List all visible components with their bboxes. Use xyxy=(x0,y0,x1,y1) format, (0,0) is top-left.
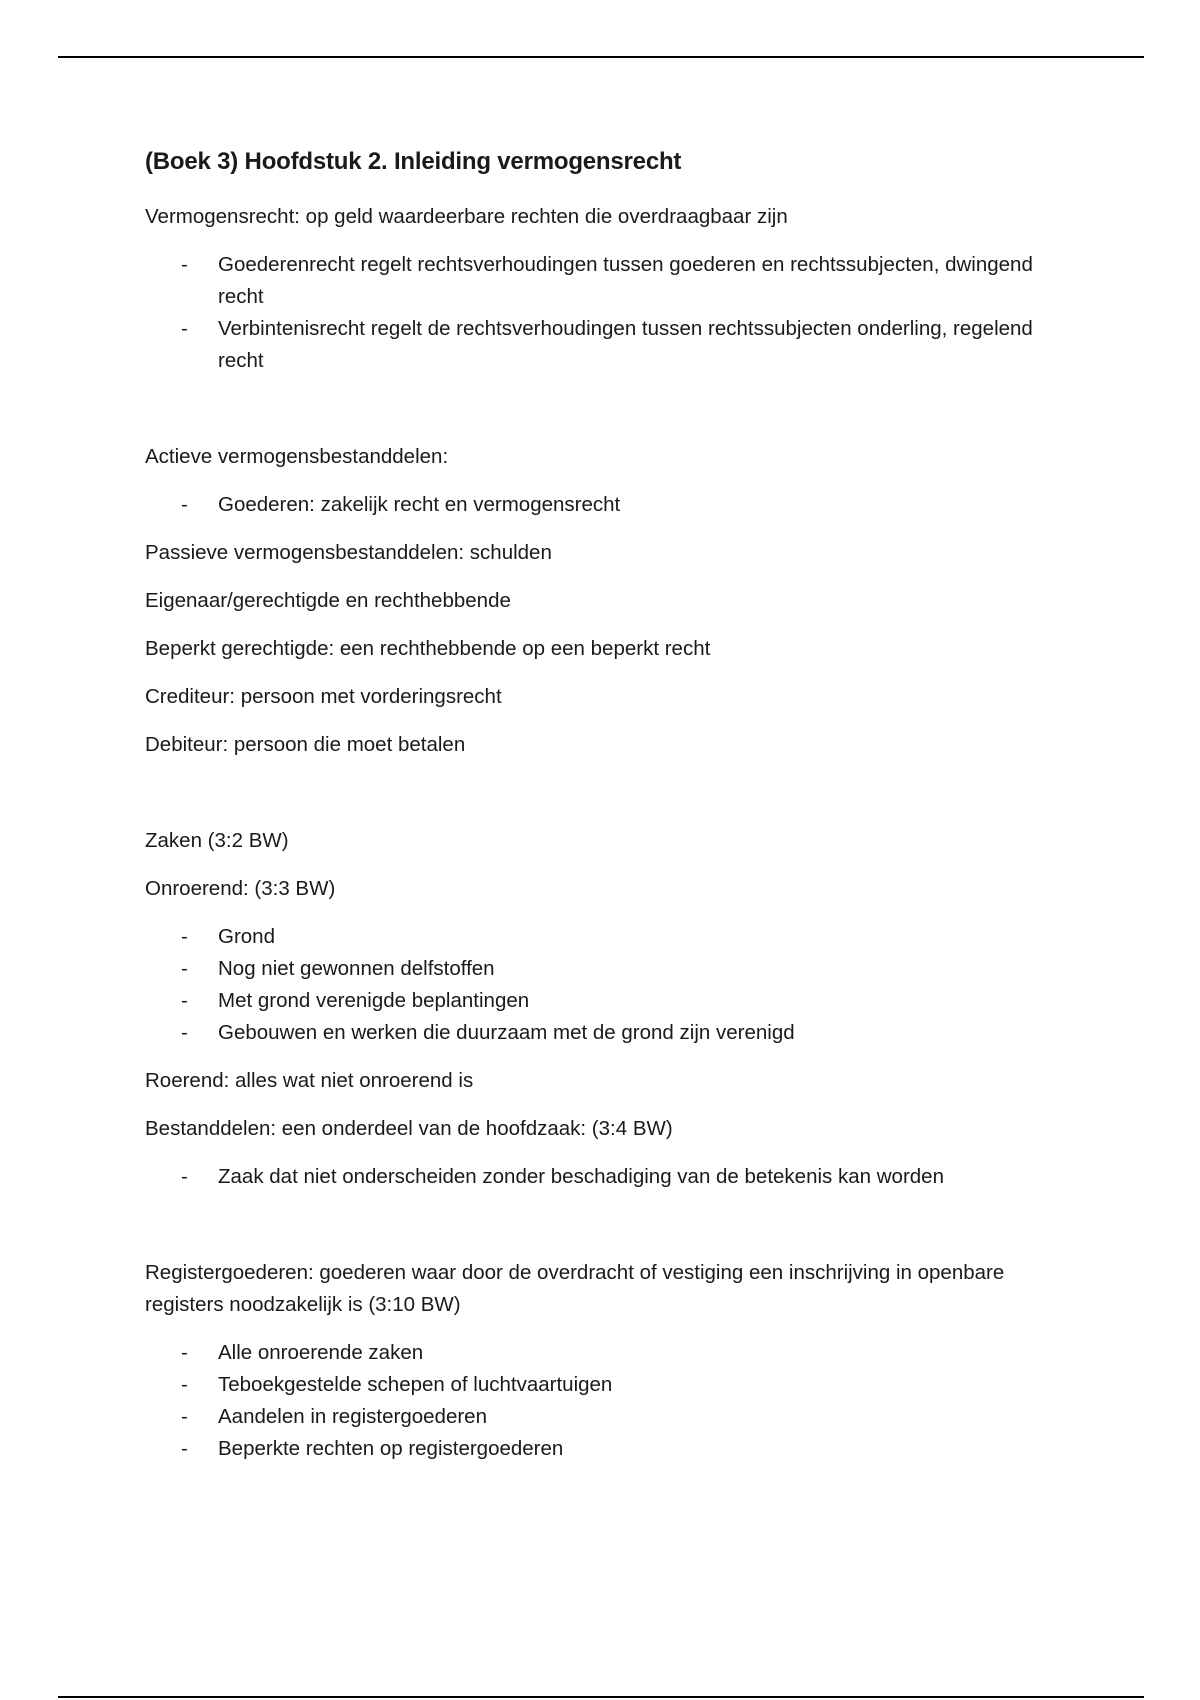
list-item-text: Goederen: zakelijk recht en vermogensrecht xyxy=(218,493,621,516)
list-item xyxy=(145,1337,1045,1369)
bullet-dash: - xyxy=(181,1373,188,1396)
list-item xyxy=(145,313,1045,377)
passieve-paragraph: Passieve vermogensbestanddelen: schulden xyxy=(145,541,552,564)
bullet-dash: - xyxy=(181,1437,188,1460)
list-item-text: Grond xyxy=(218,925,275,948)
register-paragraph: Registergoederen: goederen waar door de overdracht of vestiging een inschrijving in openbare registers noodzakelijk is (3:10 BW) xyxy=(145,1261,1005,1316)
bullet-dash: - xyxy=(181,253,188,276)
debiteur-paragraph: Debiteur: persoon die moet betalen xyxy=(145,733,466,756)
list-item xyxy=(145,489,1045,521)
spacer xyxy=(145,393,1045,441)
list-item-text: Teboekgestelde schepen of luchtvaartuigen xyxy=(218,1373,613,1396)
list-item-text: Alle onroerende zaken xyxy=(218,1341,424,1364)
beperkt-paragraph: Beperkt gerechtigde: een rechthebbende op een beperkt recht xyxy=(145,637,711,660)
intro-list xyxy=(145,249,1045,377)
list-item-text: Met grond verenigde beplantingen xyxy=(218,989,530,1012)
actieve-list xyxy=(145,489,1045,521)
list-item xyxy=(145,1017,1045,1049)
crediteur-paragraph: Crediteur: persoon met vorderingsrecht xyxy=(145,685,502,708)
page-title: (Boek 3) Hoofdstuk 2. Inleiding vermogensrecht xyxy=(145,148,682,175)
actieve-paragraph: Actieve vermogensbestanddelen: xyxy=(145,445,449,468)
intro-paragraph: Vermogensrecht: op geld waardeerbare rechten die overdraagbaar zijn xyxy=(145,205,788,228)
list-item-text: Goederenrecht regelt rechtsverhoudingen tussen goederen en rechtssubjecten, dwingend recht xyxy=(218,253,1033,308)
footer-rule xyxy=(58,1696,1144,1698)
bullet-dash: - xyxy=(181,989,188,1012)
roerend-paragraph: Roerend: alles wat niet onroerend is xyxy=(145,1069,474,1092)
list-item xyxy=(145,1369,1045,1401)
bullet-dash: - xyxy=(181,1341,188,1364)
list-item xyxy=(145,921,1045,953)
bullet-dash: - xyxy=(181,1021,188,1044)
list-item-text: Aandelen in registergoederen xyxy=(218,1405,487,1428)
bullet-dash: - xyxy=(181,1405,188,1428)
list-item-text: Verbintenisrecht regelt de rechtsverhoudingen tussen rechtssubjecten onderling, regelend recht xyxy=(218,317,1033,372)
bullet-dash: - xyxy=(181,957,188,980)
bestanddelen-list xyxy=(145,1161,1045,1193)
list-item-text: Gebouwen en werken die duurzaam met de grond zijn verenigd xyxy=(218,1021,795,1044)
list-item xyxy=(145,249,1045,313)
bullet-dash: - xyxy=(181,317,188,340)
document-page xyxy=(145,145,1045,1481)
register-list xyxy=(145,1337,1045,1465)
zaken-paragraph: Zaken (3:2 BW) xyxy=(145,829,289,852)
list-item-text: Zaak dat niet onderscheiden zonder beschadiging van de betekenis kan worden xyxy=(218,1165,944,1188)
list-item xyxy=(145,953,1045,985)
spacer xyxy=(145,1209,1045,1257)
spacer xyxy=(145,777,1045,825)
list-item-text: Nog niet gewonnen delfstoffen xyxy=(218,957,495,980)
bullet-dash: - xyxy=(181,493,188,516)
list-item xyxy=(145,985,1045,1017)
onroerend-list xyxy=(145,921,1045,1049)
bullet-dash: - xyxy=(181,1165,188,1188)
eigenaar-paragraph: Eigenaar/gerechtigde en rechthebbende xyxy=(145,589,511,612)
bestanddelen-paragraph: Bestanddelen: een onderdeel van de hoofdzaak: (3:4 BW) xyxy=(145,1117,673,1140)
list-item xyxy=(145,1161,1045,1193)
list-item-text: Beperkte rechten op registergoederen xyxy=(218,1437,564,1460)
list-item xyxy=(145,1433,1045,1465)
onroerend-paragraph: Onroerend: (3:3 BW) xyxy=(145,877,336,900)
header-rule xyxy=(58,56,1144,58)
bullet-dash: - xyxy=(181,925,188,948)
list-item xyxy=(145,1401,1045,1433)
